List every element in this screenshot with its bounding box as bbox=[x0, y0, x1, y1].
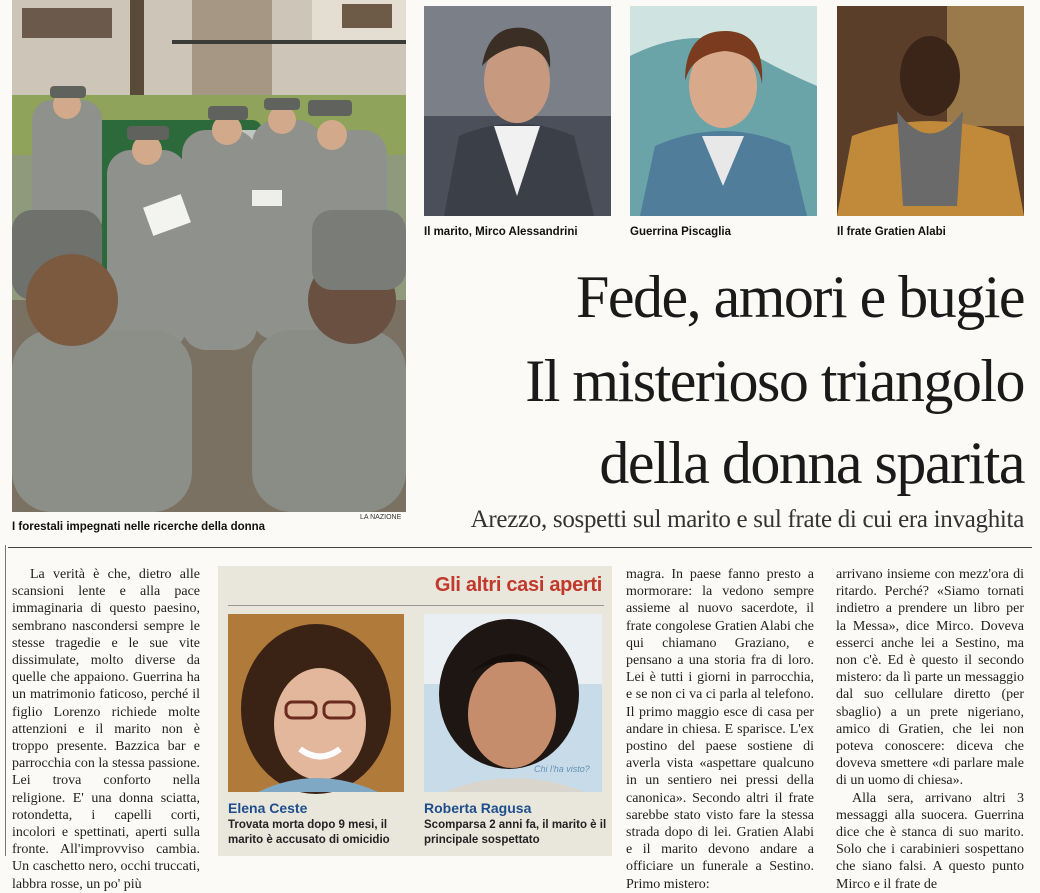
article-column-3 bbox=[626, 566, 814, 892]
portrait-gratien-alabi bbox=[837, 6, 1024, 216]
article-column-4 bbox=[836, 566, 1024, 892]
article-text-col1: La verità è che, dietro alle scansioni lente e alla pace immaginaria di questo paesino, sembrano nascondersi sempre le stesse tragedie e le sue vite dissimulate, molto diverse da quelle che appaiono. Guerrina ha un matrimonio faticoso, perché il figlio Lorenzo richiede molte attenzioni e il marito non è troppo presente. Bazzica bar e parrocchia con la stessa passione. Lei trova conforto nella religione. E' una donna sciatta, rotondetta, i capelli corti, incolori e spettinati, aperti sulla fronte. All'improvviso cambia. Un caschetto nero, occhi truccati, labbra rosse, un po' più bbox=[12, 567, 200, 892]
article-text-col4a: arrivano insieme con mezz'ora di ritardo. Perché? «Siamo tornati indietro a prendere un libro per la Messa», dice Mirco. Doveva esserci anche lei a Sestino, ma non c'è. Ed è questo il secondo mistero: da lì parte un messaggio dal suo cellulare diretto (per sbaglio) a un prete nigeriano, amico di Gratien, che lei non poteva conoscere: diceva che doveva smettere «di parlare male di un uomo di chiesa». bbox=[836, 567, 1024, 789]
case2-watermark: Chi l'ha visto? bbox=[534, 764, 590, 774]
portrait3-illustration bbox=[837, 6, 1024, 216]
main-photo-credit: LA NAZIONE bbox=[360, 514, 402, 521]
headline-line-3: della donna sparita bbox=[599, 430, 1024, 496]
main-photo-caption: I forestali impegnati nelle ricerche della donna bbox=[12, 521, 266, 533]
headline-subtitle: Arezzo, sospetti sul marito e sul frate di cui era invaghita bbox=[470, 506, 1024, 533]
portrait2-caption: Guerrina Piscaglia bbox=[630, 226, 731, 238]
headline-line-2: Il misterioso triangolo bbox=[525, 348, 1024, 414]
portrait3-caption: Il frate Gratien Alabi bbox=[837, 226, 946, 238]
article-column-1 bbox=[12, 566, 200, 892]
case2-text: Scomparsa 2 anni fa, il marito è il principale sospettato bbox=[424, 819, 607, 846]
case1-illustration bbox=[228, 614, 404, 792]
section-divider bbox=[8, 547, 1032, 548]
case1-text: Trovata morta dopo 9 mesi, il marito è accusato di omicidio bbox=[228, 819, 390, 846]
left-border-rule bbox=[5, 545, 6, 856]
case1-photo-elena-ceste bbox=[228, 614, 404, 792]
article-text-col4b: Alla sera, arrivano altri 3 messaggi alla suocera. Guerrina dice che è stanca di suo marito. Solo che i carabinieri sospettano che siano falsi. A questo punto Mirco e il frate de bbox=[836, 790, 1024, 892]
portrait-mirco-alessandrini bbox=[424, 6, 611, 216]
portrait2-illustration bbox=[630, 6, 817, 216]
portrait1-caption: Il marito, Mirco Alessandrini bbox=[424, 226, 578, 238]
case2-name: Roberta Ragusa bbox=[424, 800, 532, 816]
portrait-guerrina-piscaglia bbox=[630, 6, 817, 216]
portrait1-illustration bbox=[424, 6, 611, 216]
case1-name: Elena Ceste bbox=[228, 800, 308, 816]
headline-line-1: Fede, amori e bugie bbox=[575, 264, 1024, 330]
sidebar-box-title: Gli altri casi aperti bbox=[434, 574, 602, 596]
main-photo-forest-rangers bbox=[12, 0, 406, 512]
main-photo-illustration bbox=[12, 0, 406, 512]
sidebar-box-title-rule bbox=[228, 605, 604, 606]
article-text-col3: magra. In paese fanno presto a mormorare: la vedono sempre assieme al nuovo sacerdote, il frate congolese Gratien Alabi che qui chiamano Graziano, e pensano a una storia fra di loro. Lei è tutti i giorni in parrocchia, e se non ci va ci parla al telefono. Il primo maggio esce di casa per andare in chiesa. E sparisce. L'ex postino del paese sostiene di averla vista «aspettare qualcuno in un sentiero nei pressi della canonica». Secondo altri il frate sarebbe stato visto fare la stessa strada dopo di lei. Gratien Alabi e il marito devono andare a officiare un funerale a Sestino. Primo mistero: bbox=[626, 567, 814, 892]
